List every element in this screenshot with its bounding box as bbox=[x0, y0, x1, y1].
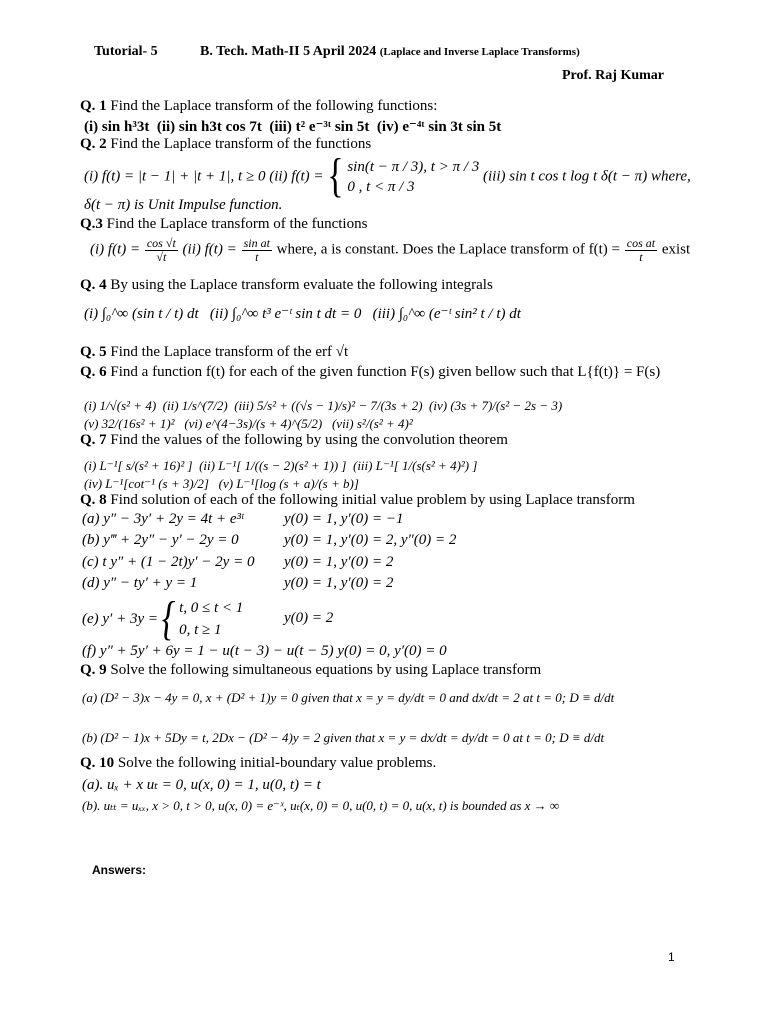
q4-heading bbox=[80, 277, 493, 294]
q7-label: Q. 7 bbox=[80, 432, 107, 448]
q6-items-2 bbox=[84, 416, 413, 432]
q8-heading bbox=[80, 492, 635, 509]
q8-e-prefix: (e) y′ + 3y = bbox=[82, 611, 158, 628]
q3-last-num: cos at bbox=[626, 236, 656, 250]
q5-label: Q. 5 bbox=[80, 344, 107, 360]
q7-items bbox=[84, 458, 477, 474]
q3-ii-den: t bbox=[255, 249, 259, 264]
q2-case-2: 0 , t < π / 3 bbox=[347, 179, 415, 196]
q10-item-a: (a). uₓ + x uₜ = 0, u(x, 0) = 1, u(0, t) = t bbox=[82, 777, 321, 793]
q1-heading bbox=[80, 98, 437, 115]
q7-heading bbox=[80, 432, 508, 449]
q9-text: Solve the following simultaneous equations by using Laplace transform bbox=[110, 662, 542, 678]
q6-item-iv: (iv) (3s + 7)/(s² − 2s − 3) bbox=[429, 398, 563, 413]
header-course-title: B. Tech. Math-II 5 April 2024 bbox=[200, 44, 377, 59]
q10-text: Solve the following initial-boundary value problems. bbox=[117, 755, 437, 771]
q5-text: Find the Laplace transform of the erf √t bbox=[110, 344, 349, 360]
q7-text: Find the values of the following by using the convolution theorem bbox=[110, 432, 508, 448]
q2-note: δ(t − π) is Unit Impulse function. bbox=[84, 197, 283, 213]
q2-item-ii-prefix: (ii) f(t) = bbox=[269, 168, 324, 185]
q1-item-iv: (iv) e⁻⁴ᵗ sin 3t sin 5t bbox=[376, 119, 502, 135]
q6-item-v: (v) 32/(16s² + 1)² bbox=[84, 416, 175, 431]
q2-label: Q. 2 bbox=[80, 136, 107, 152]
q2-case-1: sin(t − π / 3), t > π / 3 bbox=[347, 159, 480, 175]
q3-ii-fraction bbox=[242, 237, 272, 263]
q7-item-iv: (iv) L⁻¹[cot⁻¹ (s + 3)/2] bbox=[84, 476, 209, 491]
q1-items bbox=[84, 117, 501, 136]
q1-item-i: (i) sin h³3t bbox=[84, 119, 150, 135]
q10-item-b: (b). uₜₜ = uₓₓ, x > 0, t > 0, u(x, 0) = e⁻ˣ, uₜ(x, 0) = 0, u(0, t) = 0, u(x, t) is bounded as x → ∞ bbox=[82, 798, 560, 813]
q8-e-case-1: t, 0 ≤ t < 1 bbox=[179, 600, 244, 616]
header-author: Prof. Raj Kumar bbox=[562, 68, 664, 83]
q2-brace: { bbox=[327, 150, 344, 203]
q4-item-ii: (ii) ∫₀^∞ t³ e⁻ᵗ sin t dt = 0 bbox=[209, 306, 362, 322]
q8-row-e bbox=[82, 593, 244, 645]
q3-items bbox=[90, 237, 690, 263]
q1-item-iii: (iii) t² e⁻³ᵗ sin 5t bbox=[269, 119, 370, 135]
q3-ii-num: sin at bbox=[243, 236, 270, 250]
q10-label: Q. 10 bbox=[80, 755, 115, 771]
q6-heading bbox=[80, 364, 660, 381]
q4-item-iii: (iii) ∫₀^∞ (e⁻ᵗ sin² t / t) dt bbox=[372, 306, 521, 322]
q2-item-iii: (iii) sin t cos t log t δ(t − π) where, bbox=[483, 168, 691, 185]
q8-e-brace: { bbox=[161, 593, 176, 645]
q7-item-i: (i) L⁻¹[ s/(s² + 16)² ] bbox=[84, 458, 193, 473]
q6-item-i: (i) 1/√(s² + 4) bbox=[84, 398, 157, 413]
q9-label: Q. 9 bbox=[80, 662, 107, 678]
answers-label: Answers: bbox=[92, 863, 147, 877]
q8-row-d-eq: (d) y″ − ty′ + y = 1 bbox=[82, 575, 198, 591]
q2-items bbox=[84, 150, 691, 203]
page-number: 1 bbox=[668, 950, 675, 964]
q4-label: Q. 4 bbox=[80, 277, 107, 293]
q3-label: Q.3 bbox=[80, 216, 103, 232]
q3-text: Find the Laplace transform of the functions bbox=[106, 216, 368, 232]
q8-row-c-ic: y(0) = 1, y′(0) = 2 bbox=[284, 554, 394, 570]
q8-e-cases bbox=[179, 598, 243, 642]
q1-text: Find the Laplace transform of the following functions: bbox=[110, 98, 438, 114]
q8-row-f: (f) y″ + 5y′ + 6y = 1 − u(t − 3) − u(t − 5) y(0) = 0, y′(0) = 0 bbox=[82, 643, 447, 659]
q3-i-prefix: (i) f(t) = bbox=[90, 241, 141, 258]
q8-row-c-eq: (c) t y″ + (1 − 2t)y′ − 2y = 0 bbox=[82, 554, 255, 570]
q7-item-ii: (ii) L⁻¹[ 1/((s − 2)(s² + 1)) ] bbox=[199, 458, 347, 473]
q8-text: Find solution of each of the following initial value problem by using Laplace transform bbox=[110, 492, 635, 508]
q2-text: Find the Laplace transform of the functions bbox=[110, 136, 372, 152]
q6-item-ii: (ii) 1/s^(7/2) bbox=[162, 398, 228, 413]
q2-cases bbox=[347, 157, 479, 198]
q8-row-d-ic: y(0) = 1, y′(0) = 2 bbox=[284, 575, 394, 591]
q3-heading bbox=[80, 216, 367, 233]
q1-item-ii: (ii) sin h3t cos 7t bbox=[156, 119, 262, 135]
q3-ii-prefix: (ii) f(t) = bbox=[182, 241, 237, 258]
q8-e-ic: y(0) = 2 bbox=[284, 610, 334, 626]
q9-heading bbox=[80, 662, 541, 679]
q8-e-case-2: 0, t ≥ 1 bbox=[179, 621, 222, 638]
q7-items-2 bbox=[84, 476, 359, 492]
q6-item-vi: (vi) e^(4−3s)/(s + 4)^(5/2) bbox=[184, 416, 323, 431]
q3-i-num: cos √t bbox=[146, 236, 176, 250]
q8-label: Q. 8 bbox=[80, 492, 107, 508]
q3-suffix: exist bbox=[661, 241, 691, 258]
q6-text: Find a function f(t) for each of the given function F(s) given bellow such that L{f(t)} = F(s) bbox=[110, 364, 661, 380]
q7-item-v: (v) L⁻¹[log (s + a)/(s + b)] bbox=[218, 476, 359, 491]
q9-item-a: (a) (D² − 3)x − 4y = 0, x + (D² + 1)y = 0 given that x = y = dy/dt = 0 and dx/dt = 2 at t = 0; D ≡ d/dt bbox=[82, 690, 615, 705]
q8-row-b-eq: (b) y‴ + 2y″ − y′ − 2y = 0 bbox=[82, 532, 239, 548]
header-course bbox=[200, 44, 580, 60]
q6-label: Q. 6 bbox=[80, 364, 107, 380]
q10-heading bbox=[80, 755, 436, 772]
q6-item-vii: (vii) s²/(s² + 4)² bbox=[331, 416, 413, 431]
header-topic: (Laplace and Inverse Laplace Transforms) bbox=[379, 46, 580, 58]
header-tutorial: Tutorial- 5 bbox=[94, 44, 158, 59]
q4-items bbox=[84, 304, 521, 323]
q3-middle: where, a is constant. Does the Laplace transform of f(t) = bbox=[276, 241, 620, 258]
q6-item-iii: (iii) 5/s² + ((√s − 1)/s)² − 7/(3s + 2) bbox=[234, 398, 423, 413]
q3-i-fraction bbox=[145, 237, 178, 263]
q2-item-i: (i) f(t) = |t − 1| + |t + 1|, t ≥ 0 bbox=[84, 168, 266, 185]
q3-i-den: √t bbox=[156, 249, 167, 264]
q6-items bbox=[84, 398, 562, 414]
q3-last-fraction bbox=[625, 237, 657, 263]
q8-row-b-ic: y(0) = 1, y′(0) = 2, y″(0) = 2 bbox=[284, 532, 457, 548]
q1-label: Q. 1 bbox=[80, 98, 107, 114]
q7-item-iii: (iii) L⁻¹[ 1/(s(s² + 4)²) ] bbox=[352, 458, 478, 473]
q4-item-i: (i) ∫₀^∞ (sin t / t) dt bbox=[84, 306, 199, 322]
q9-item-b: (b) (D² − 1)x + 5Dy = t, 2Dx − (D² − 4)y = 2 given that x = y = dx/dt = dy/dt = 0 at t = 0; D ≡ d/dt bbox=[82, 730, 605, 745]
q8-row-a-ic: y(0) = 1, y′(0) = −1 bbox=[284, 511, 404, 527]
q3-last-den: t bbox=[639, 249, 643, 264]
q4-text: By using the Laplace transform evaluate the following integrals bbox=[110, 277, 493, 293]
q8-row-a-eq: (a) y″ − 3y′ + 2y = 4t + e³ᵗ bbox=[82, 511, 244, 527]
q5-heading bbox=[80, 344, 348, 361]
